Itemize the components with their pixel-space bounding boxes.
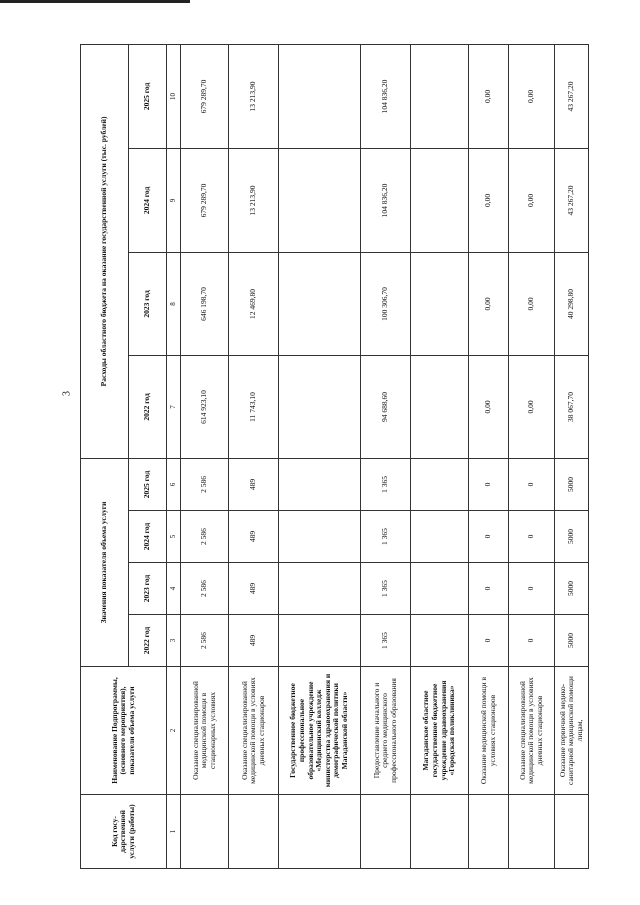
row-name: Оказание специализированной медицинской помощи в условиях дневных стационаров — [509, 667, 555, 795]
row-volume: 5000 — [555, 511, 589, 563]
row-volume: 0 — [509, 511, 555, 563]
row-volume: 0 — [509, 458, 555, 510]
header-code: Код госу-дарственной услуги (работы) — [81, 795, 167, 869]
column-number: 2 — [167, 667, 181, 795]
header-volume-group: Значения показателя объема услуги — [81, 458, 129, 666]
row-expense: 13 213,90 — [229, 44, 279, 148]
row-expense: 646 198,70 — [181, 252, 229, 355]
row-expense: 11 743,10 — [229, 355, 279, 458]
budget-table — [80, 44, 589, 869]
row-volume — [279, 563, 361, 615]
row-code — [509, 795, 555, 869]
row-expense: 0,00 — [469, 252, 509, 355]
row-code — [229, 795, 279, 869]
row-volume — [411, 615, 469, 667]
header-expense-year: 2024 год — [129, 148, 167, 252]
row-expense — [411, 44, 469, 148]
row-volume: 2 586 — [181, 615, 229, 667]
table-row — [181, 44, 229, 868]
row-expense — [279, 44, 361, 148]
column-number: 5 — [167, 511, 181, 563]
table-row — [509, 44, 555, 868]
row-expense: 40 298,80 — [555, 252, 589, 355]
row-volume: 1 365 — [361, 511, 411, 563]
row-volume: 0 — [509, 615, 555, 667]
row-volume: 1 365 — [361, 458, 411, 510]
row-volume — [279, 458, 361, 510]
row-name: Оказание специализированной медицинской помощи в условиях дневных стационаров — [229, 667, 279, 795]
row-expense — [279, 355, 361, 458]
row-volume: 1 365 — [361, 615, 411, 667]
row-expense: 0,00 — [469, 355, 509, 458]
row-volume: 2 586 — [181, 458, 229, 510]
row-expense: 104 836,20 — [361, 148, 411, 252]
header-volume-year: 2025 год — [129, 458, 167, 510]
row-code — [411, 795, 469, 869]
row-expense: 38 067,70 — [555, 355, 589, 458]
row-volume: 5000 — [555, 563, 589, 615]
row-expense: 100 306,70 — [361, 252, 411, 355]
row-expense: 614 923,10 — [181, 355, 229, 458]
column-number-row — [167, 44, 181, 868]
header-expense-year: 2022 год — [129, 355, 167, 458]
column-number: 1 — [167, 795, 181, 869]
row-expense: 43 267,20 — [555, 44, 589, 148]
row-volume: 489 — [229, 615, 279, 667]
row-volume: 489 — [229, 511, 279, 563]
row-volume: 1 365 — [361, 563, 411, 615]
row-expense: 679 289,70 — [181, 148, 229, 252]
table-row — [229, 44, 279, 868]
table-row — [361, 44, 411, 868]
row-expense: 0,00 — [509, 252, 555, 355]
row-expense: 94 688,60 — [361, 355, 411, 458]
row-name: Оказание медицинской помощи в условиях стационаров — [469, 667, 509, 795]
row-code — [361, 795, 411, 869]
row-expense: 104 836,20 — [361, 44, 411, 148]
row-volume — [279, 615, 361, 667]
row-volume: 0 — [469, 511, 509, 563]
column-number: 7 — [167, 355, 181, 458]
row-name: Предоставление начального и среднего медицинского профессионального образования — [361, 667, 411, 795]
row-name: Оказание специализированной медицинской помощи в стационарных условиях — [181, 667, 229, 795]
row-name: Магаданское областное государственное бюджетное учреждение здравоохранения «Городская поликлиника» — [411, 667, 469, 795]
table-row-section — [411, 44, 469, 868]
header-expense-year: 2023 год — [129, 252, 167, 355]
row-name: Государственное бюджетное профессиональное образовательное учреждение «Медицинский колледж министерства здравоохранения и демографической политики Магаданской области» — [279, 667, 361, 795]
row-volume: 489 — [229, 458, 279, 510]
row-expense — [279, 252, 361, 355]
row-expense: 13 213,90 — [229, 148, 279, 252]
row-volume: 0 — [509, 563, 555, 615]
header-volume-year: 2023 год — [129, 563, 167, 615]
row-expense: 12 469,80 — [229, 252, 279, 355]
row-code — [555, 795, 589, 869]
row-expense: 0,00 — [469, 44, 509, 148]
table-rotation-frame — [80, 45, 584, 869]
row-expense: 43 267,20 — [555, 148, 589, 252]
column-number: 8 — [167, 252, 181, 355]
row-volume: 2 586 — [181, 563, 229, 615]
row-volume: 5000 — [555, 615, 589, 667]
row-volume: 489 — [229, 563, 279, 615]
header-expense-group: Расходы областного бюджета на оказание государственной услуги (тыс. рублей) — [81, 44, 129, 458]
header-volume-year: 2022 год — [129, 615, 167, 667]
column-number: 4 — [167, 563, 181, 615]
page-number: 3 — [61, 391, 73, 396]
row-expense: 0,00 — [509, 148, 555, 252]
row-volume — [411, 563, 469, 615]
row-code — [279, 795, 361, 869]
rotated-table-container — [80, 45, 584, 869]
row-volume — [411, 458, 469, 510]
row-expense — [411, 148, 469, 252]
row-expense — [279, 148, 361, 252]
header-expense-year: 2025 год — [129, 44, 167, 148]
table-row — [555, 44, 589, 868]
row-code — [469, 795, 509, 869]
row-volume: 0 — [469, 563, 509, 615]
table-row-section — [279, 44, 361, 868]
header-name: Наименование Подпрограммы, (основного мероприятия), показатели объема услуги — [81, 667, 167, 795]
column-number: 6 — [167, 458, 181, 510]
row-expense — [411, 252, 469, 355]
table-row — [469, 44, 509, 868]
row-volume — [279, 511, 361, 563]
header-volume-year: 2024 год — [129, 511, 167, 563]
row-expense: 0,00 — [509, 44, 555, 148]
row-code — [181, 795, 229, 869]
column-number: 3 — [167, 615, 181, 667]
row-expense: 0,00 — [469, 148, 509, 252]
row-volume: 5000 — [555, 458, 589, 510]
row-expense: 679 289,70 — [181, 44, 229, 148]
top-rule — [0, 0, 190, 3]
row-volume: 2 586 — [181, 511, 229, 563]
column-number: 9 — [167, 148, 181, 252]
row-volume: 0 — [469, 458, 509, 510]
row-name: Оказание первичной медико-санитарной медицинской помощи лицам, — [555, 667, 589, 795]
row-volume: 0 — [469, 615, 509, 667]
row-volume — [411, 511, 469, 563]
row-expense: 0,00 — [509, 355, 555, 458]
column-number: 10 — [167, 44, 181, 148]
row-expense — [411, 355, 469, 458]
